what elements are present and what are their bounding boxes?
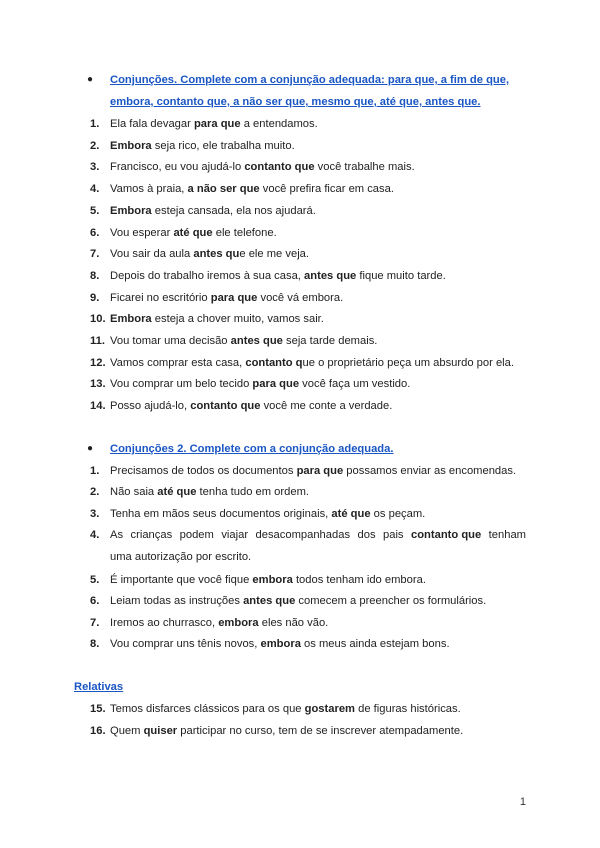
item-answer: a não ser que (187, 183, 260, 196)
item-answer: antes qu (193, 248, 240, 261)
relativas-link[interactable]: Relativas (74, 681, 124, 693)
item-number: 9. (90, 291, 100, 304)
item-text-pre: Quem (110, 725, 144, 737)
item-text (110, 702, 461, 716)
item-text (110, 226, 277, 240)
item-word: As (110, 529, 124, 541)
item-text-pre: Ficarei no escritório (110, 291, 211, 304)
item-text (110, 247, 309, 261)
item-number: 5. (90, 574, 100, 586)
item-text (110, 160, 415, 174)
item-text-pre: Vou tomar uma decisão (110, 335, 231, 347)
item-text-pre: Iremos ao churrasco, (110, 617, 219, 629)
item-number: 8. (90, 638, 100, 650)
item-number: 1. (90, 465, 100, 477)
item-text-pre: Temos disfarces clássicos para os que (110, 703, 305, 715)
item-text-post: comecem a preencher os formulários. (295, 595, 487, 607)
item-text-pre: Vou esperar (110, 226, 174, 239)
item-word: pais (383, 529, 404, 541)
item-word: desacompanhadas (255, 529, 351, 541)
item-answer: embora (252, 574, 293, 586)
item-number: 7. (90, 248, 100, 261)
item-text (110, 399, 392, 413)
item-number: 11. (90, 335, 105, 347)
item-number: 7. (90, 617, 100, 629)
item-number: 4. (90, 529, 100, 541)
item-answer: para que (252, 378, 300, 391)
item-number: 1. (90, 118, 100, 130)
item-text (110, 117, 318, 131)
item-text-pre: Precisamos de todos os documentos (110, 465, 297, 477)
item-number: 3. (90, 508, 100, 520)
item-word: viajar (221, 529, 249, 541)
item-answer: contanto q (245, 356, 303, 369)
item-answer: Embora (110, 204, 152, 217)
item-text (110, 507, 425, 521)
section2-heading[interactable]: Conjunções 2. Complete com a conjunção adequada. (110, 443, 394, 455)
item-text-pre: Leiam todas as instruções (110, 595, 244, 607)
item-text-post: os peçam. (370, 508, 426, 520)
item-text-post: você prefira ficar em casa. (259, 183, 394, 196)
bullet-icon: ● (87, 443, 94, 454)
item-text-post: tenha tudo em ordem. (196, 486, 310, 498)
item-text-post: eles não vão. (258, 617, 329, 629)
item-text (110, 334, 377, 348)
item-answer: gostarem (304, 703, 355, 715)
item-number: 2. (90, 139, 100, 152)
item-answer: Embora (110, 139, 152, 152)
item-answer: quiser (143, 725, 178, 737)
item-answer: para que (296, 465, 344, 477)
item-text (110, 312, 324, 326)
item-number: 12. (90, 356, 106, 369)
item-text-post: esteja a chover muito, vamos sair. (151, 313, 324, 326)
item-text-pre: Ela fala devagar (110, 118, 194, 130)
item-word: crianças (130, 529, 173, 541)
item-number: 13. (90, 378, 106, 391)
item-text-post: esteja cansada, ela nos ajudará. (151, 204, 316, 217)
item-text (110, 377, 410, 391)
section1-heading-line1[interactable]: Conjunções. Complete com a conjunção adequada: para que, a fim de que, (110, 74, 510, 86)
item-text-pre: Francisco, eu vou ajudá-lo (110, 161, 245, 174)
item-text-post: você me conte a verdade. (260, 400, 393, 413)
item-number: 6. (90, 226, 100, 239)
item-text (110, 139, 295, 153)
page-number: 1 (519, 796, 526, 808)
item-number: 2. (90, 486, 100, 498)
item-text-pre: Vou sair da aula (110, 248, 194, 261)
item-text-post: você faça um vestido. (299, 378, 411, 391)
item-text-pre: Não saia (110, 486, 158, 498)
item-text-pre: Vamos à praia, (110, 183, 188, 196)
item-text-pre: Vou comprar um belo tecido (110, 378, 253, 391)
item-word: dos (357, 529, 376, 541)
item-text-post: fique muito tarde. (356, 269, 446, 282)
item-answer: contanto que (410, 529, 482, 541)
item-text (110, 637, 450, 651)
item-text (110, 573, 426, 587)
item-text-pre: Tenha em mãos seus documentos originais, (110, 508, 332, 520)
item-text-post: seja rico, ele trabalha muito. (151, 139, 295, 152)
item-word: podem (179, 529, 214, 541)
item-number: 5. (90, 204, 100, 217)
item-number: 15. (90, 703, 106, 715)
item-answer: para que (210, 291, 258, 304)
item-text-post: seja tarde demais. (282, 335, 378, 347)
item-text (110, 528, 526, 542)
item-text (110, 724, 463, 738)
item-answer: contanto que (244, 161, 315, 174)
item-answer: embora (260, 638, 301, 650)
item-text-post: ele telefone. (212, 226, 277, 239)
item-text (110, 204, 316, 218)
item-text-pre: Vou comprar uns tênis novos, (110, 638, 261, 650)
item-text (110, 616, 328, 630)
item-answer: para que (193, 118, 241, 130)
item-text-post: você vá embora. (257, 291, 344, 304)
item-answer: antes que (304, 269, 357, 282)
item-text-pre: Vamos comprar esta casa, (110, 356, 246, 369)
item-text-post: possamos enviar as encomendas. (343, 465, 517, 477)
item-text-post: você trabalhe mais. (314, 161, 415, 174)
item-number: 10. (90, 313, 106, 326)
item-text-post: participar no curso, tem de se inscrever atempadamente. (177, 725, 464, 737)
item-text-continuation: uma autorização por escrito. (110, 551, 252, 563)
item-text (110, 269, 446, 283)
item-text-pre: Depois do trabalho iremos à sua casa, (110, 269, 305, 282)
item-answer: até que (331, 508, 371, 520)
item-answer: antes que (243, 595, 296, 607)
item-answer: embora (218, 617, 259, 629)
item-word: tenham (488, 529, 526, 541)
item-text (110, 291, 343, 305)
item-number: 14. (90, 400, 106, 413)
item-text-post: todos tenham ido embora. (292, 574, 426, 586)
item-text-post: a entendamos. (240, 118, 318, 130)
item-text-post: e ele me veja. (239, 248, 310, 261)
item-number: 8. (90, 269, 100, 282)
item-text-pre: Posso ajudá-lo, (110, 400, 191, 413)
item-answer: até que (157, 486, 197, 498)
item-answer: Embora (110, 313, 152, 326)
item-number: 4. (90, 183, 100, 196)
item-answer: até que (173, 226, 213, 239)
item-answer: contanto que (190, 400, 261, 413)
item-text (110, 182, 394, 196)
item-number: 6. (90, 595, 100, 607)
item-text-pre: É importante que você fique (110, 574, 253, 586)
item-text (110, 485, 309, 499)
item-text (110, 594, 486, 608)
item-number: 16. (90, 725, 106, 737)
item-text-post: ue o proprietário peça um absurdo por ela. (302, 356, 514, 369)
section1-heading-line2[interactable]: embora, contanto que, a não ser que, mesmo que, até que, antes que. (110, 96, 481, 108)
item-text (110, 464, 516, 478)
item-text-post: de figuras históricas. (355, 703, 461, 715)
item-text (110, 356, 514, 370)
item-number: 3. (90, 161, 100, 174)
bullet-icon: ● (87, 74, 94, 85)
item-answer: antes que (230, 335, 283, 347)
item-text-post: os meus ainda estejam bons. (300, 638, 450, 650)
